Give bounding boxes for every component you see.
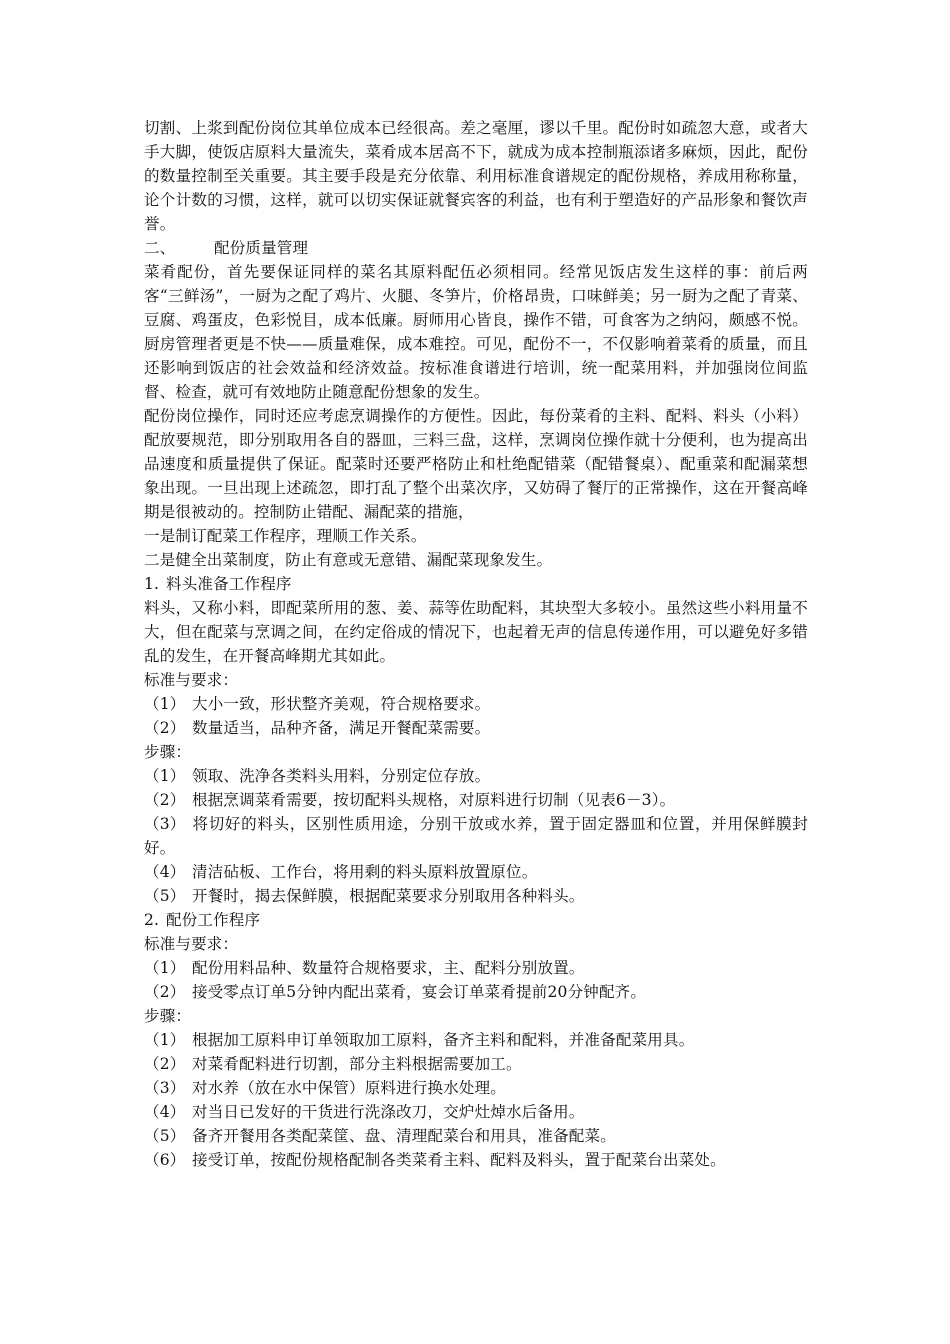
section-heading: [144, 236, 808, 260]
list-item: [144, 716, 808, 740]
paragraph: 料头，又称小料，即配菜所用的葱、姜、蒜等佐助配料，其块型大多较小。虽然这些小料用量不大，但在配菜与烹调之间，在约定俗成的情况下，也起着无声的信息传递作用，可以避免好多错乱的发生，在开餐高峰期尤其如此。: [144, 599, 808, 665]
item-text: 清洁砧板、工作台，将用剩的料头原料放置原位。: [192, 863, 538, 881]
standards-label: 标准与要求：: [144, 671, 239, 689]
paragraph: 配份岗位操作，同时还应考虑烹调操作的方便性。因此，每份菜肴的主料、配料、料头（小料）配放要规范，即分别取用各自的器皿，三料三盘，这样，烹调岗位操作就十分便利，也为提高出品速度和质量提供了保证。配菜时还要严格防止和杜绝配错菜（配错餐桌）、配重菜和配漏菜想象出现。一旦出现上述疏忽，即打乱了整个出菜次序，又妨碍了餐厅的正常操作，这在开餐高峰期是很被动的。控制防止错配、漏配菜的措施，: [144, 407, 808, 521]
item-text: 大小一致，形状整齐美观，符合规格要求。: [192, 695, 491, 713]
subsection-heading: [144, 908, 808, 932]
list-item: [144, 1076, 808, 1100]
item-text: 对水养（放在水中保管）原料进行换水处理。: [192, 1079, 507, 1097]
item-number: （1）: [144, 767, 186, 785]
list-item: [144, 1100, 808, 1124]
steps-label: 步骤：: [144, 743, 192, 761]
item-number: （2）: [144, 719, 186, 737]
measure-item: 一是制订配菜工作程序，理顺工作关系。: [144, 527, 427, 545]
list-item: [144, 884, 808, 908]
subsection-number: 1.: [144, 575, 160, 593]
item-text: 开餐时，揭去保鲜膜，根据配菜要求分别取用各种料头。: [192, 887, 585, 905]
item-text: 根据烹调菜肴需要，按切配料头规格，对原料进行切制（见表6－3）。: [192, 791, 676, 809]
item-text: 备齐开餐用各类配菜筐、盘、清理配菜台和用具，准备配菜。: [192, 1127, 616, 1145]
item-number: （2）: [144, 791, 186, 809]
item-number: （6）: [144, 1151, 186, 1169]
subsection-number: 2.: [144, 911, 160, 929]
list-item: [144, 1052, 808, 1076]
list-item: [144, 788, 808, 812]
list-item: [144, 692, 808, 716]
item-number: （1）: [144, 959, 186, 977]
standards-label: 标准与要求：: [144, 935, 239, 953]
item-text: 数量适当，品种齐备，满足开餐配菜需要。: [192, 719, 491, 737]
list-item: [144, 1124, 808, 1148]
item-text: 将切好的料头，区别性质用途，分别干放或水养，置于固定器皿和位置，并用保鲜膜封好。: [144, 815, 808, 857]
subsection-heading: [144, 572, 808, 596]
item-text: 接受订单，按配份规格配制各类菜肴主料、配料及料头，置于配菜台出菜处。: [192, 1151, 726, 1169]
item-number: （4）: [144, 1103, 186, 1121]
subsection-title: 料头准备工作程序: [166, 575, 292, 593]
item-number: （3）: [144, 1079, 186, 1097]
item-text: 对菜肴配料进行切割，部分主料根据需要加工。: [192, 1055, 522, 1073]
intro-paragraph: 切割、上浆到配份岗位其单位成本已经很高。差之毫厘，谬以千里。配份时如疏忽大意，或者大手大脚，使饭店原料大量流失，菜肴成本居高不下，就成为成本控制瓶添诸多麻烦，因此，配份的数量控制至关重要。其主要手段是充分依靠、利用标准食谱规定的配份规格，养成用称称量，论个计数的习惯，这样，就可以切实保证就餐宾客的利益，也有利于塑造好的产品形象和餐饮声誉。: [144, 119, 808, 233]
item-number: （4）: [144, 863, 186, 881]
section-number: 二、: [144, 239, 176, 257]
steps-label: 步骤：: [144, 1007, 192, 1025]
item-text: 对当日已发好的干货进行洗涤改刀，交炉灶焯水后备用。: [192, 1103, 585, 1121]
list-item: [144, 956, 808, 980]
subsection-title: 配份工作程序: [166, 911, 261, 929]
section-title: 配份质量管理: [214, 239, 309, 257]
measure-item: 二是健全出菜制度，防止有意或无意错、漏配菜现象发生。: [144, 551, 553, 569]
item-number: （2）: [144, 983, 186, 1001]
item-text: 根据加工原料申订单领取加工原料，备齐主料和配料，并准备配菜用具。: [192, 1031, 695, 1049]
list-item: [144, 1028, 808, 1052]
item-text: 接受零点订单5分钟内配出菜肴，宴会订单菜肴提前20分钟配齐。: [192, 983, 647, 1001]
item-number: （2）: [144, 1055, 186, 1073]
list-item: [144, 980, 808, 1004]
item-number: （3）: [144, 815, 186, 833]
item-text: 领取、洗净各类料头用料，分别定位存放。: [192, 767, 491, 785]
list-item: [144, 860, 808, 884]
item-number: （1）: [144, 695, 186, 713]
paragraph: 菜肴配份，首先要保证同样的菜名其原料配伍必须相同。经常见饭店发生这样的事：前后两客“三鲜汤”，一厨为之配了鸡片、火腿、冬笋片，价格昂贵，口味鲜美；另一厨为之配了青菜、豆腐、鸡蛋皮，色彩悦目，成本低廉。厨师用心皆良，操作不错，可食客为之纳闷，颇感不悦。厨房管理者更是不快——质量难保，成本难控。可见，配份不一，不仅影响着菜肴的质量，而且还影响到饭店的社会效益和经济效益。按标准食谱进行培训，统一配菜用料，并加强岗位间监督、检查，就可有效地防止随意配份想象的发生。: [144, 263, 808, 401]
list-item: [144, 1148, 808, 1172]
list-item: [144, 764, 808, 788]
document-page: [144, 116, 808, 1172]
list-item: [144, 812, 808, 860]
item-number: （1）: [144, 1031, 186, 1049]
item-text: 配份用料品种、数量符合规格要求，主、配料分别放置。: [192, 959, 585, 977]
item-number: （5）: [144, 1127, 186, 1145]
item-number: （5）: [144, 887, 186, 905]
